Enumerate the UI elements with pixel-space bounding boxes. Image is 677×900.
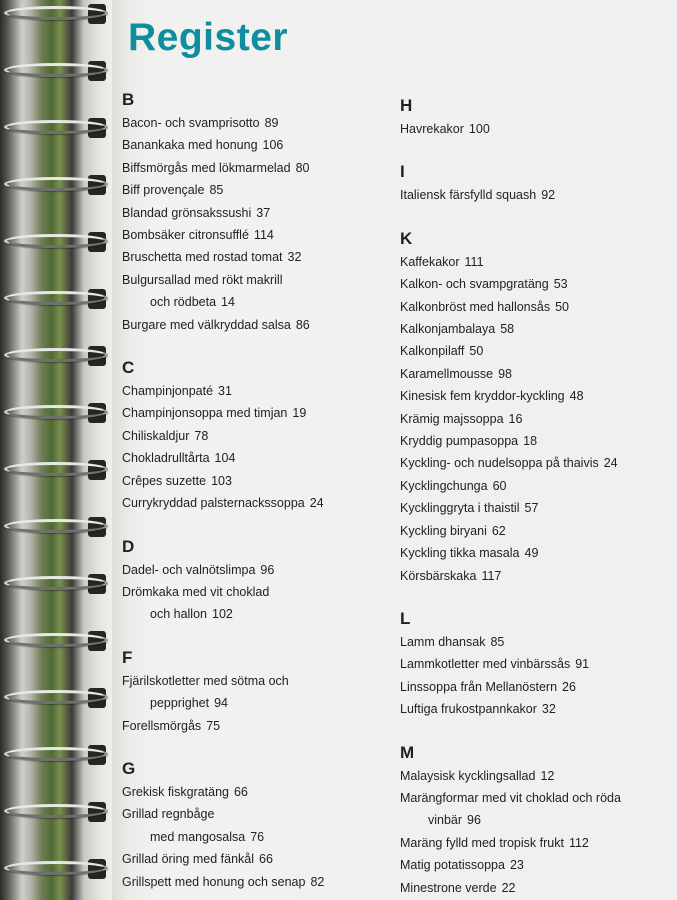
- recipe-name: Forellsmörgås: [122, 718, 202, 733]
- page-number: 98: [498, 366, 512, 381]
- recipe-name: Fjärilskotletter med sötma och: [122, 673, 289, 688]
- recipe-name: Kalkon- och svampgratäng: [400, 277, 549, 292]
- recipe-name: Chiliskaldjur: [122, 428, 190, 443]
- section-gap: [400, 207, 670, 227]
- page-number: 32: [541, 702, 556, 717]
- page-number: 85: [209, 183, 224, 198]
- page-number: 111: [464, 254, 484, 269]
- index-entry: [122, 871, 387, 893]
- binding-ring: [4, 177, 108, 191]
- binding-ring: [4, 861, 108, 875]
- index-entry: [122, 314, 387, 336]
- index-section-f: [122, 646, 387, 737]
- index-entry: [400, 118, 670, 140]
- index-entry: [400, 452, 670, 474]
- binding-ring: [4, 519, 108, 533]
- recipe-name: Biffsmörgås med lökmarmelad: [122, 160, 291, 175]
- page-number: 57: [524, 501, 539, 516]
- recipe-name: Körsbärskaka: [400, 568, 477, 583]
- recipe-name: Kycklingchunga: [400, 478, 488, 493]
- binding-ring: [4, 690, 108, 704]
- page-number: 62: [491, 523, 506, 538]
- section-letter: I: [400, 162, 405, 182]
- index-column-left: [122, 88, 387, 893]
- index-section-c: [122, 356, 387, 514]
- section-letter: G: [122, 758, 136, 778]
- index-entry: [122, 447, 387, 469]
- page-number: 16: [508, 411, 523, 426]
- page-number: 48: [569, 389, 584, 404]
- page-number: 76: [250, 829, 265, 844]
- section-letter: H: [400, 96, 413, 115]
- recipe-name: Kycklinggryta i thaistil: [400, 501, 520, 516]
- binding-ring: [4, 348, 108, 362]
- page-number: 60: [492, 478, 507, 493]
- page-number: 53: [553, 277, 568, 292]
- index-entry: [122, 492, 387, 514]
- recipe-name: Grillad öring med fänkål: [122, 852, 255, 867]
- index-entry: [400, 296, 670, 318]
- recipe-name: Kyckling- och nudelsoppa på thaivis: [400, 456, 599, 471]
- recipe-name: Biff provençale: [122, 183, 205, 198]
- index-entry: [400, 787, 670, 809]
- index-entry: [400, 698, 670, 720]
- index-entry: [400, 854, 670, 876]
- index-entry: [122, 803, 387, 825]
- index-section-m: [400, 741, 670, 899]
- index-entry: [122, 692, 387, 714]
- recipe-name: Krämig majssoppa: [400, 411, 504, 426]
- recipe-name: Kalkonjambalaya: [400, 322, 496, 337]
- section-gap: [122, 737, 387, 757]
- index-entry: [400, 273, 670, 295]
- recipe-name: och hallon: [150, 607, 207, 622]
- page-number: 86: [295, 317, 310, 332]
- section-letter: B: [122, 90, 135, 109]
- page-number: 22: [501, 880, 516, 895]
- index-entry: [400, 520, 670, 542]
- index-entry: [400, 318, 670, 340]
- page-title: Register: [128, 16, 289, 59]
- binding-ring: [4, 462, 108, 476]
- index-section-i: [400, 160, 670, 206]
- recipe-name: med mangosalsa: [150, 829, 246, 844]
- index-section-l: [400, 607, 670, 721]
- recipe-name: Kyckling biryani: [400, 523, 487, 538]
- index-entry: [400, 475, 670, 497]
- binding-ring: [4, 6, 108, 20]
- recipe-name: Kyckling tikka masala: [400, 546, 520, 561]
- page-number: 94: [214, 696, 228, 711]
- index-section-g: [122, 757, 387, 893]
- index-entry: [122, 425, 387, 447]
- page-number: 78: [194, 428, 209, 443]
- recipe-name: Currykryddad palsternackssoppa: [122, 496, 305, 511]
- index-entry: [122, 470, 387, 492]
- section-letter: C: [122, 358, 135, 378]
- index-entry: [400, 809, 670, 831]
- index-entry: [122, 269, 387, 291]
- section-gap: [122, 336, 387, 356]
- recipe-name: Karamellmousse: [400, 366, 494, 381]
- recipe-name: Grillad regnbåge: [122, 807, 215, 822]
- index-entry: [400, 832, 670, 854]
- index-entry: [122, 380, 387, 402]
- page-number: 96: [260, 562, 275, 577]
- page-number: 112: [568, 835, 589, 850]
- index-entry: [400, 363, 670, 385]
- page-number: 19: [292, 406, 307, 421]
- section-gap: [400, 721, 670, 741]
- recipe-name: pepprighet: [150, 696, 210, 711]
- index-entry: [400, 653, 670, 675]
- recipe-name: Luftiga frukostpannkakor: [400, 702, 537, 717]
- recipe-name: Banankaka med honung: [122, 138, 258, 153]
- page-number: 24: [603, 456, 618, 471]
- index-entry: [122, 826, 387, 848]
- binding-ring: [4, 747, 108, 761]
- recipe-name: Bruschetta med rostad tomat: [122, 250, 283, 265]
- index-entry: [122, 715, 387, 737]
- page-number: 106: [262, 138, 284, 153]
- index-entry: [122, 179, 387, 201]
- recipe-name: Kinesisk fem kryddor-kyckling: [400, 389, 565, 404]
- index-entry: [400, 340, 670, 362]
- page-number: 114: [253, 228, 274, 243]
- recipe-name: Kaffekakor: [400, 254, 460, 269]
- binding-ring: [4, 576, 108, 590]
- recipe-name: Marängformar med vit choklad och röda: [400, 790, 621, 805]
- binding-ring: [4, 291, 108, 305]
- recipe-name: Bombsäker citronsufflé: [122, 228, 249, 243]
- index-section-k: [400, 227, 670, 587]
- recipe-name: Kalkonpilaff: [400, 344, 465, 359]
- recipe-name: Malaysisk kycklingsallad: [400, 768, 536, 783]
- page-number: 66: [233, 784, 248, 799]
- page-number: 91: [575, 657, 590, 672]
- index-entry: [122, 224, 387, 246]
- recipe-name: Kalkonbröst med hallonsås: [400, 299, 551, 314]
- index-column-right: [400, 94, 670, 899]
- index-entry: [122, 291, 387, 313]
- index-entry: [400, 408, 670, 430]
- recipe-name: Dadel- och valnötslimpa: [122, 562, 256, 577]
- page-number: 89: [264, 116, 279, 130]
- page-number: 80: [295, 160, 310, 175]
- index-entry: [400, 877, 670, 899]
- recipe-name: Lammkotletter med vinbärssås: [400, 657, 571, 672]
- recipe-name: Grillspett med honung och senap: [122, 874, 306, 889]
- index-entry: [122, 581, 387, 603]
- index-entry: [400, 385, 670, 407]
- page-number: 14: [221, 295, 235, 310]
- index-entry: [122, 603, 387, 625]
- binding-ring: [4, 405, 108, 419]
- index-entry: [122, 246, 387, 268]
- page-number: 104: [214, 451, 236, 466]
- section-gap: [122, 515, 387, 535]
- index-entry: [400, 497, 670, 519]
- recipe-name: Minestrone verde: [400, 880, 497, 895]
- page-number: 66: [259, 852, 273, 867]
- recipe-name: Linssoppa från Mellanöstern: [400, 679, 558, 694]
- section-letter: D: [122, 536, 135, 556]
- index-entry: [122, 112, 387, 134]
- recipe-name: Crêpes suzette: [122, 473, 207, 488]
- page-number: 49: [524, 546, 539, 561]
- page-number: 50: [469, 344, 484, 359]
- index-entry: [400, 631, 670, 653]
- page-number: 82: [310, 874, 325, 889]
- index-entry: [400, 565, 670, 587]
- page-number: 75: [206, 718, 221, 733]
- page-number: 96: [467, 813, 481, 828]
- page-number: 32: [287, 250, 302, 265]
- recipe-name: Maräng fylld med tropisk frukt: [400, 835, 564, 850]
- page-number: 37: [256, 205, 271, 220]
- recipe-name: Bacon- och svamprisotto: [122, 116, 260, 130]
- page-number: 117: [481, 568, 502, 583]
- binding-ring: [4, 804, 108, 818]
- recipe-name: Lamm dhansak: [400, 634, 486, 649]
- index-section-d: [122, 535, 387, 626]
- page-number: 58: [500, 322, 515, 337]
- page-number: 100: [468, 122, 490, 136]
- index-section-h: [400, 94, 670, 140]
- recipe-name: Burgare med välkryddad salsa: [122, 317, 291, 332]
- recipe-name: Italiensk färsfylld squash: [400, 188, 537, 203]
- page-number: 50: [555, 299, 569, 314]
- index-entry: [400, 430, 670, 452]
- index-entry: [122, 157, 387, 179]
- recipe-name: Grekisk fiskgratäng: [122, 784, 229, 799]
- binding-ring: [4, 633, 108, 647]
- page-number: 26: [562, 679, 576, 694]
- index-section-b: [122, 88, 387, 336]
- index-entry: [400, 542, 670, 564]
- recipe-name: Champinjonpaté: [122, 384, 214, 399]
- page-number: 92: [541, 188, 556, 203]
- section-gap: [400, 587, 670, 607]
- recipe-name: Bulgursallad med rökt makrill: [122, 272, 283, 287]
- section-gap: [400, 140, 670, 160]
- index-entry: [122, 134, 387, 156]
- index-entry: [122, 402, 387, 424]
- page-number: 12: [540, 768, 555, 783]
- index-entry: [122, 781, 387, 803]
- page-number: 24: [309, 496, 324, 511]
- section-letter: M: [400, 742, 415, 762]
- index-entry: [122, 670, 387, 692]
- recipe-name: Kryddig pumpasoppa: [400, 434, 519, 449]
- page-number: 18: [523, 434, 538, 449]
- recipe-name: Champinjonsoppa med timjan: [122, 406, 288, 421]
- section-letter: K: [400, 228, 413, 248]
- recipe-name: vinbär: [428, 813, 463, 828]
- binding-ring: [4, 120, 108, 134]
- recipe-name: Drömkaka med vit choklad: [122, 584, 270, 599]
- recipe-name: Chokladrulltårta: [122, 451, 210, 466]
- index-entry: [400, 676, 670, 698]
- recipe-name: Havrekakor: [400, 122, 464, 136]
- page-number: 23: [509, 858, 524, 873]
- binding-ring: [4, 234, 108, 248]
- page-number: 31: [218, 384, 232, 399]
- recipe-name: Matig potatissoppa: [400, 858, 505, 873]
- index-entry: [400, 251, 670, 273]
- section-gap: [122, 626, 387, 646]
- index-entry: [122, 848, 387, 870]
- page-number: 102: [212, 607, 233, 622]
- section-letter: F: [122, 647, 133, 667]
- section-letter: L: [400, 608, 411, 628]
- recipe-name: och rödbeta: [150, 295, 217, 310]
- binding-ring: [4, 63, 108, 77]
- index-entry: [400, 765, 670, 787]
- index-entry: [400, 184, 670, 206]
- recipe-name: Blandad grönsakssushi: [122, 205, 252, 220]
- index-entry: [122, 202, 387, 224]
- page-number: 103: [211, 473, 232, 488]
- index-entry: [122, 559, 387, 581]
- page-number: 85: [490, 634, 505, 649]
